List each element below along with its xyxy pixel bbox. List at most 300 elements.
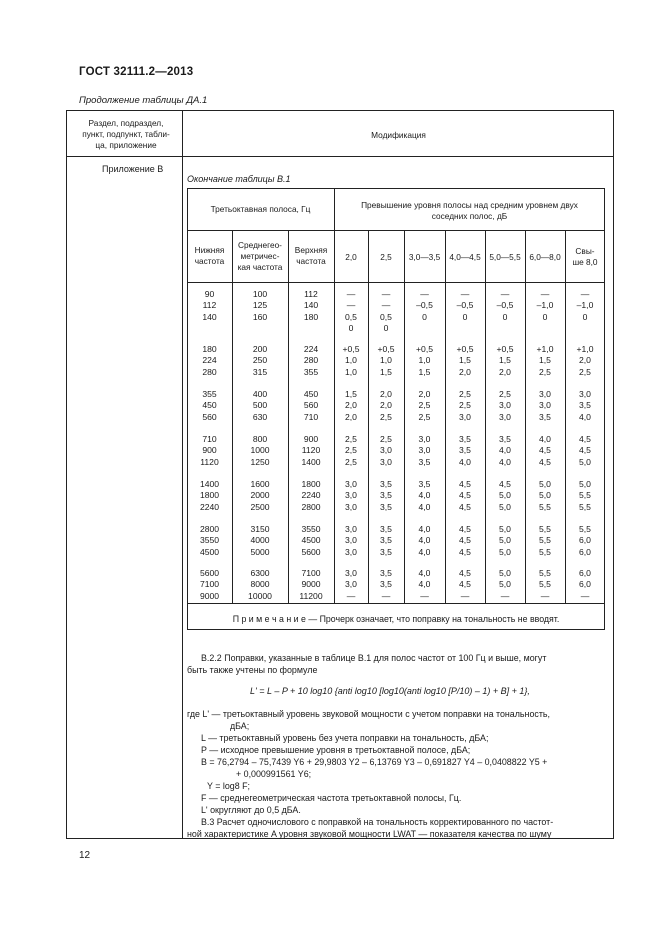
table-cell-value: —: [381, 289, 391, 299]
correction-cell: [404, 434, 445, 468]
table-cell-value: 280: [202, 366, 217, 377]
rounding-note: L' округляют до 0,5 дБА.: [201, 805, 301, 815]
correction-cell: [368, 344, 404, 378]
correction-cell: [445, 289, 485, 323]
table-cell-value: –0,5: [456, 300, 474, 311]
definition-y: Y = log8 F;: [207, 781, 251, 791]
table-cell-value: 4,5: [459, 479, 471, 489]
table-cell-value: 2,5: [380, 411, 392, 422]
table-cell-value: 5,0: [499, 524, 511, 534]
high-frequency-cell: [288, 434, 334, 468]
table-cell-value: 1,0: [345, 366, 357, 377]
table-cell-value: 0,5: [380, 311, 392, 322]
table-cell-value: 4,0: [418, 568, 431, 578]
table-cell-value: 160: [252, 311, 268, 322]
table-cell-value: 9000: [199, 590, 220, 601]
correction-cell: [404, 524, 445, 558]
table-cell-value: 0,5: [345, 311, 357, 322]
table-cell-value: 4,5: [459, 568, 471, 578]
correction-cell: [485, 568, 525, 602]
table-cell-value: 3,5: [380, 568, 392, 578]
table-cell-value: 5,0: [499, 501, 511, 512]
table-cell-value: —: [346, 590, 356, 601]
table-cell-value: 3,0: [459, 411, 471, 422]
table-cell-value: 2240: [199, 501, 220, 512]
high-frequency-cell: [288, 344, 334, 378]
table-cell-value: +0,5: [377, 344, 395, 354]
inner-header-mid-line: [187, 230, 605, 231]
table-cell-value: 3,5: [380, 490, 392, 501]
correction-cell: [334, 479, 368, 513]
table-cell-value: 4,5: [499, 479, 511, 489]
table-cell-value: 250: [252, 355, 268, 366]
inner-table-caption: Окончание таблицы В.1: [187, 174, 291, 184]
table-cell-value: 3,5: [380, 579, 392, 590]
definition-l: L — третьоктавный уровень без учета поправки на тональность, дБА;: [201, 733, 489, 743]
table-cell-value: 4,0: [418, 546, 431, 557]
definition-b: B = 76,2794 – 75,7439 Y6 + 29,9803 Y2 – 6,13769 Y3 – 0,691827 Y4 – 0,0408822 Y5 +: [201, 757, 548, 767]
correction-cell: [334, 524, 368, 558]
table-cell-value: 4,0: [499, 456, 511, 467]
document-header: ГОСТ 32111.2—2013: [79, 66, 194, 78]
correction-cell: [334, 568, 368, 602]
correction-cell: [525, 344, 565, 378]
table-cell-value: 112: [202, 300, 217, 311]
correction-cell: [368, 434, 404, 468]
table-cell-value: 560: [303, 400, 319, 411]
table-cell-value: 3,0: [345, 524, 357, 534]
table-cell-value: 5,5: [539, 579, 551, 590]
table-cell-value: 4,5: [539, 445, 551, 456]
table-cell-value: 3,0: [345, 479, 357, 489]
mid-frequency-cell: [232, 568, 288, 602]
table-cell-value: 6,0: [579, 546, 591, 557]
table-cell-value: 1,0: [380, 355, 392, 366]
table-cell-value: —: [500, 289, 510, 299]
table-cell-value: 2,5: [459, 400, 471, 411]
table-cell-value: 3,0: [380, 456, 392, 467]
table-cell-value: 100: [252, 289, 268, 299]
table-cell-value: 224: [303, 344, 319, 354]
table-cell-value: 5,0: [499, 535, 511, 546]
table-cell-value: —: [460, 590, 470, 601]
table-cell-value: 5,0: [579, 456, 591, 467]
table-cell-value: 315: [252, 366, 268, 377]
table-cell-value: 5,0: [499, 546, 511, 557]
low-frequency-cell: [187, 434, 232, 468]
table-cell-value: 2,5: [418, 411, 431, 422]
table-cell-value: 3,5: [380, 501, 392, 512]
table-cell-value: 2,5: [345, 445, 357, 456]
table-cell-value: 3,0: [499, 411, 511, 422]
table-cell-value: 5,5: [539, 568, 551, 578]
correction-cell: [445, 434, 485, 468]
table-cell-value: 0: [542, 311, 548, 322]
table-cell-value: 5,5: [539, 524, 551, 534]
table-cell-value: 1,5: [459, 355, 471, 366]
table-cell-value: 90: [204, 289, 215, 299]
table-cell-value: 2800: [199, 524, 220, 534]
definition-b-cont: + 0,000991561 Y6;: [236, 769, 312, 779]
correction-cell: [404, 289, 445, 323]
table-cell-value: 630: [252, 411, 268, 422]
high-frequency-cell: [288, 289, 334, 323]
table-cell-value: 2800: [301, 501, 321, 512]
correction-cell: [565, 524, 605, 558]
table-cell-value: 3550: [199, 535, 220, 546]
table-cell-value: 5,0: [579, 479, 591, 489]
table-cell-value: 1600: [250, 479, 270, 489]
outer-col1-header: Раздел, подраздел, пункт, подпункт, табли- ца, приложение: [82, 118, 170, 150]
correction-cell: [525, 289, 565, 323]
correction-cell: [334, 344, 368, 378]
table-cell-value: 3,5: [380, 535, 392, 546]
outer-col2-header: Модификация: [371, 130, 426, 140]
table-cell-value: 4,5: [459, 579, 471, 590]
table-cell-value: —: [540, 590, 550, 601]
table-cell-value: 6,0: [579, 568, 591, 578]
correction-cell: [525, 479, 565, 513]
table-caption: Продолжение таблицы ДА.1: [79, 95, 208, 106]
table-cell-value: 5,5: [579, 501, 591, 512]
table-cell-value: 4,5: [539, 456, 551, 467]
table-cell-value: 2,5: [345, 434, 357, 444]
table-cell-value: —: [381, 590, 391, 601]
correction-cell: [404, 479, 445, 513]
outer-header-divider: [66, 156, 614, 157]
table-cell-value: 3,0: [539, 400, 551, 411]
table-cell-value: 2240: [301, 490, 321, 501]
table-cell-value: 3,5: [380, 546, 392, 557]
table-cell-value: 5,0: [539, 479, 551, 489]
table-cell-value: 4500: [301, 535, 321, 546]
table-cell-value: 4,0: [459, 456, 471, 467]
correction-cell: [485, 344, 525, 378]
correction-cell: [334, 434, 368, 468]
definition-f: F — среднегеометрическая частота третьоктавной полосы, Гц.: [201, 793, 462, 803]
table-cell-value: 2,0: [459, 366, 471, 377]
excess-header: Превышение уровня полосы над средним уровнем двух соседних полос, дБ: [361, 200, 578, 221]
table-cell-value: +1,0: [576, 344, 594, 354]
excess-col-4-0-4-5: 4,0—4,5: [449, 252, 481, 262]
table-cell-value: 280: [303, 355, 319, 366]
page-number: 12: [79, 850, 91, 861]
table-cell-value: 1400: [301, 456, 321, 467]
correction-cell: [445, 568, 485, 602]
table-cell-value: 11200: [299, 590, 323, 601]
table-cell-value: 3,0: [499, 400, 511, 411]
correction-cell: [368, 389, 404, 423]
excess-col-2-5: 2,5: [380, 252, 392, 262]
table-cell-value: 112: [304, 289, 318, 299]
table-cell-value: 4,0: [418, 524, 431, 534]
table-cell-value: 140: [303, 300, 319, 311]
table-cell-value: 3,5: [380, 524, 392, 534]
table-cell-value: —: [540, 289, 550, 299]
table-cell-value: —: [346, 289, 356, 299]
correction-cell: [525, 434, 565, 468]
table-cell-value: 4,0: [418, 579, 431, 590]
table-cell-value: 5,5: [539, 501, 551, 512]
correction-cell: [368, 568, 404, 602]
table-cell-value: 3,0: [380, 445, 392, 456]
table-cell-value: 3550: [301, 524, 321, 534]
excess-col-5-0-5-5: 5,0—5,5: [489, 252, 521, 262]
paragraph-b22-line2: быть также учтены по формуле: [187, 665, 318, 675]
mid-frequency-cell: [232, 289, 288, 323]
table-cell-value: 2,5: [539, 366, 551, 377]
table-cell-value: 4,5: [459, 535, 471, 546]
correction-cell: [485, 389, 525, 423]
correction-cell: [445, 479, 485, 513]
table-cell-value: 0: [462, 311, 468, 322]
table-cell-value: 3,5: [579, 400, 591, 411]
mid-freq-header: Среднегео- метричес- кая частота: [237, 240, 283, 272]
table-note: П р и м е ч а н и е — Прочерк означает, что поправку на тональность не вводят.: [232, 614, 560, 624]
table-cell-value: 4,0: [418, 490, 431, 501]
table-cell-value: 1120: [200, 456, 219, 467]
table-cell-value: 2500: [250, 501, 270, 512]
table-cell-value: 5,5: [539, 546, 551, 557]
correction-cell: [485, 524, 525, 558]
high-frequency-cell: [288, 479, 334, 513]
table-cell-value: 4,5: [459, 524, 471, 534]
excess-col-2-0: 2,0: [345, 252, 357, 262]
table-cell-value: 800: [252, 434, 268, 444]
table-cell-value: 2,0: [418, 389, 431, 399]
table-cell-value: 3,0: [539, 389, 551, 399]
correction-cell: [485, 289, 525, 323]
table-cell-value: 6,0: [579, 579, 591, 590]
correction-cell: [565, 568, 605, 602]
table-cell-value: 2,5: [345, 456, 357, 467]
table-cell-value: 2,0: [579, 355, 591, 366]
table-cell-value: 900: [202, 445, 217, 456]
low-frequency-cell: [187, 568, 232, 602]
correction-cell: [565, 434, 605, 468]
table-cell-value: 900: [303, 434, 319, 444]
paragraph-b3-line2: ной характеристике A уровня звуковой мощности LWAT — показателя качества по шуму: [187, 829, 552, 839]
correction-cell: [485, 479, 525, 513]
table-cell-value: 4,0: [579, 411, 591, 422]
table-cell-value: 224: [202, 355, 217, 366]
table-cell-value: 200: [252, 344, 268, 354]
table-cell-value: 4,0: [539, 434, 551, 444]
table-cell-value: 2,5: [579, 366, 591, 377]
table-cell-value: 2000: [250, 490, 270, 501]
table-cell-value: 4,0: [418, 501, 431, 512]
mid-frequency-cell: [232, 434, 288, 468]
table-cell-value: 5,5: [579, 490, 591, 501]
table-cell-value: 355: [303, 366, 319, 377]
table-cell-value: +0,5: [456, 344, 474, 354]
correction-cell: [565, 289, 605, 323]
table-cell-value: –0,5: [496, 300, 514, 311]
table-cell-value: 5,5: [539, 535, 551, 546]
table-cell-value: 125: [252, 300, 268, 311]
table-cell-value: 3,5: [380, 479, 392, 489]
table-cell-value: 1,5: [418, 366, 431, 377]
excess-col-6-0-8-0: 6,0—8,0: [529, 252, 561, 262]
table-cell-value: 4000: [250, 535, 270, 546]
table-cell-value: —: [500, 590, 510, 601]
table-cell-value: 560: [202, 411, 217, 422]
table-cell-value: 4,5: [459, 546, 471, 557]
table-cell-value: 1,5: [499, 355, 511, 366]
table-cell-value: 2,0: [499, 366, 511, 377]
table-cell-value: 3,5: [539, 411, 551, 422]
table-cell-value: 0: [502, 311, 508, 322]
table-cell-value: 3,5: [459, 445, 471, 456]
table-cell-value: 2,0: [380, 400, 392, 411]
correction-cell: [485, 434, 525, 468]
table-cell-value: 5,5: [579, 524, 591, 534]
table-cell-value: 3,5: [418, 479, 431, 489]
high-freq-header: Верхняя частота: [294, 245, 328, 266]
table-cell-value: 3,0: [345, 568, 357, 578]
table-cell-value: 8000: [250, 579, 270, 590]
table-cell-value: 1000: [250, 445, 270, 456]
correction-cell: [445, 344, 485, 378]
table-cell-value: 4,5: [579, 445, 591, 456]
low-freq-header: Нижняя частота: [194, 245, 225, 266]
table-cell-value: 5600: [301, 546, 321, 557]
low-frequency-cell: [187, 524, 232, 558]
table-cell-value: 3150: [250, 524, 270, 534]
table-cell-value: 6,0: [579, 535, 591, 546]
inner-note-line: [187, 603, 605, 604]
excess-col-3-0-3-5: 3,0—3,5: [408, 252, 441, 262]
table-cell-value: 9000: [301, 579, 321, 590]
correction-cell: [525, 389, 565, 423]
table-cell-value: 2,5: [418, 400, 431, 411]
table-cell-value: –1,0: [536, 300, 554, 311]
correction-cell: [565, 389, 605, 423]
appendix-label: Приложение В: [102, 164, 164, 174]
correction-cell: [404, 344, 445, 378]
table-cell-value: 140: [202, 311, 217, 322]
table-cell-value: 450: [303, 389, 319, 399]
correction-cell: [404, 568, 445, 602]
table-cell-value: 6300: [250, 568, 270, 578]
table-cell-value: 0: [348, 322, 354, 333]
table-cell-value: 3,0: [345, 490, 357, 501]
mid-frequency-cell: [232, 524, 288, 558]
high-frequency-cell: [288, 389, 334, 423]
table-cell-value: –1,0: [576, 300, 594, 311]
correction-cell: [525, 568, 565, 602]
table-cell-value: 4,0: [418, 535, 431, 546]
definition-l-prime: где L' — третьоктавный уровень звуковой мощности с учетом поправки на тональность,: [187, 709, 550, 719]
definition-l-prime-unit: дБА;: [230, 721, 250, 731]
inner-header-bottom-line: [187, 282, 605, 283]
table-cell-value: 1800: [199, 490, 220, 501]
table-cell-value: +1,0: [536, 344, 554, 354]
table-cell-value: 1250: [250, 456, 270, 467]
table-cell-value: 2,0: [345, 411, 357, 422]
table-cell-value: 2,5: [380, 434, 392, 444]
correction-cell: [368, 289, 404, 334]
table-cell-value: 5600: [199, 568, 220, 578]
excess-col-over-8: Свы- ше 8,0: [572, 246, 598, 267]
outer-column-divider: [182, 110, 183, 839]
table-cell-value: 2,0: [345, 400, 357, 411]
table-cell-value: –0,5: [416, 300, 433, 311]
paragraph-b22-line1: В.2.2 Поправки, указанные в таблице В.1 для полос частот от 100 Гц и выше, могут: [201, 653, 547, 663]
table-cell-value: —: [580, 590, 590, 601]
table-cell-value: 1,0: [418, 355, 431, 366]
table-cell-value: 4,5: [579, 434, 591, 444]
high-frequency-cell: [288, 524, 334, 558]
correction-cell: [334, 289, 368, 334]
table-cell-value: 180: [303, 311, 319, 322]
correction-cell: [565, 479, 605, 513]
high-frequency-cell: [288, 568, 334, 602]
table-cell-value: 355: [202, 389, 217, 399]
table-cell-value: 0: [383, 322, 389, 333]
paragraph-b3-line1: В.3 Расчет одночислового с поправкой на тональность корректированного по частот-: [201, 817, 554, 827]
table-cell-value: 2,0: [380, 389, 392, 399]
table-cell-value: 450: [202, 400, 217, 411]
table-cell-value: 400: [252, 389, 268, 399]
table-cell-value: 3,0: [345, 501, 357, 512]
correction-cell: [368, 479, 404, 513]
table-cell-value: 1800: [301, 479, 321, 489]
table-cell-value: 4,0: [499, 445, 511, 456]
table-cell-value: —: [420, 590, 429, 601]
table-cell-value: —: [460, 289, 470, 299]
table-cell-value: 1,0: [345, 355, 357, 366]
table-cell-value: 5,0: [499, 490, 511, 501]
table-cell-value: 3,0: [418, 434, 431, 444]
table-cell-value: +0,5: [496, 344, 514, 354]
table-cell-value: 180: [202, 344, 217, 354]
low-frequency-cell: [187, 289, 232, 323]
table-cell-value: 3,0: [345, 579, 357, 590]
table-cell-value: +0,5: [342, 344, 360, 354]
correction-cell: [445, 389, 485, 423]
table-cell-value: 5,0: [499, 568, 511, 578]
table-cell-value: 3,5: [459, 434, 471, 444]
table-cell-value: 5000: [250, 546, 270, 557]
correction-cell: [525, 524, 565, 558]
table-cell-value: 2,5: [499, 389, 511, 399]
low-frequency-cell: [187, 479, 232, 513]
table-cell-value: 0: [582, 311, 588, 322]
table-cell-value: —: [381, 300, 391, 311]
table-cell-value: 2,5: [459, 389, 471, 399]
table-cell-value: 3,0: [418, 445, 431, 456]
table-cell-value: 7100: [199, 579, 220, 590]
table-cell-value: 3,0: [345, 546, 357, 557]
table-cell-value: 7100: [301, 568, 321, 578]
table-cell-value: 5,0: [539, 490, 551, 501]
formula: L' = L – P + 10 log10 {anti log10 [log10(anti log10 [P/10) – 1) + B] + 1},: [250, 686, 530, 696]
correction-cell: [445, 524, 485, 558]
table-cell-value: 4,5: [459, 490, 471, 501]
mid-frequency-cell: [232, 389, 288, 423]
low-frequency-cell: [187, 389, 232, 423]
table-cell-value: 10000: [248, 590, 272, 601]
table-cell-value: 0: [422, 311, 427, 322]
table-cell-value: 5,0: [499, 579, 511, 590]
correction-cell: [404, 389, 445, 423]
correction-cell: [565, 344, 605, 378]
table-cell-value: —: [580, 289, 590, 299]
band-header: Третьоктавная полоса, Гц: [210, 204, 311, 214]
table-cell-value: 1120: [301, 445, 321, 456]
table-cell-value: 1,5: [345, 389, 357, 399]
